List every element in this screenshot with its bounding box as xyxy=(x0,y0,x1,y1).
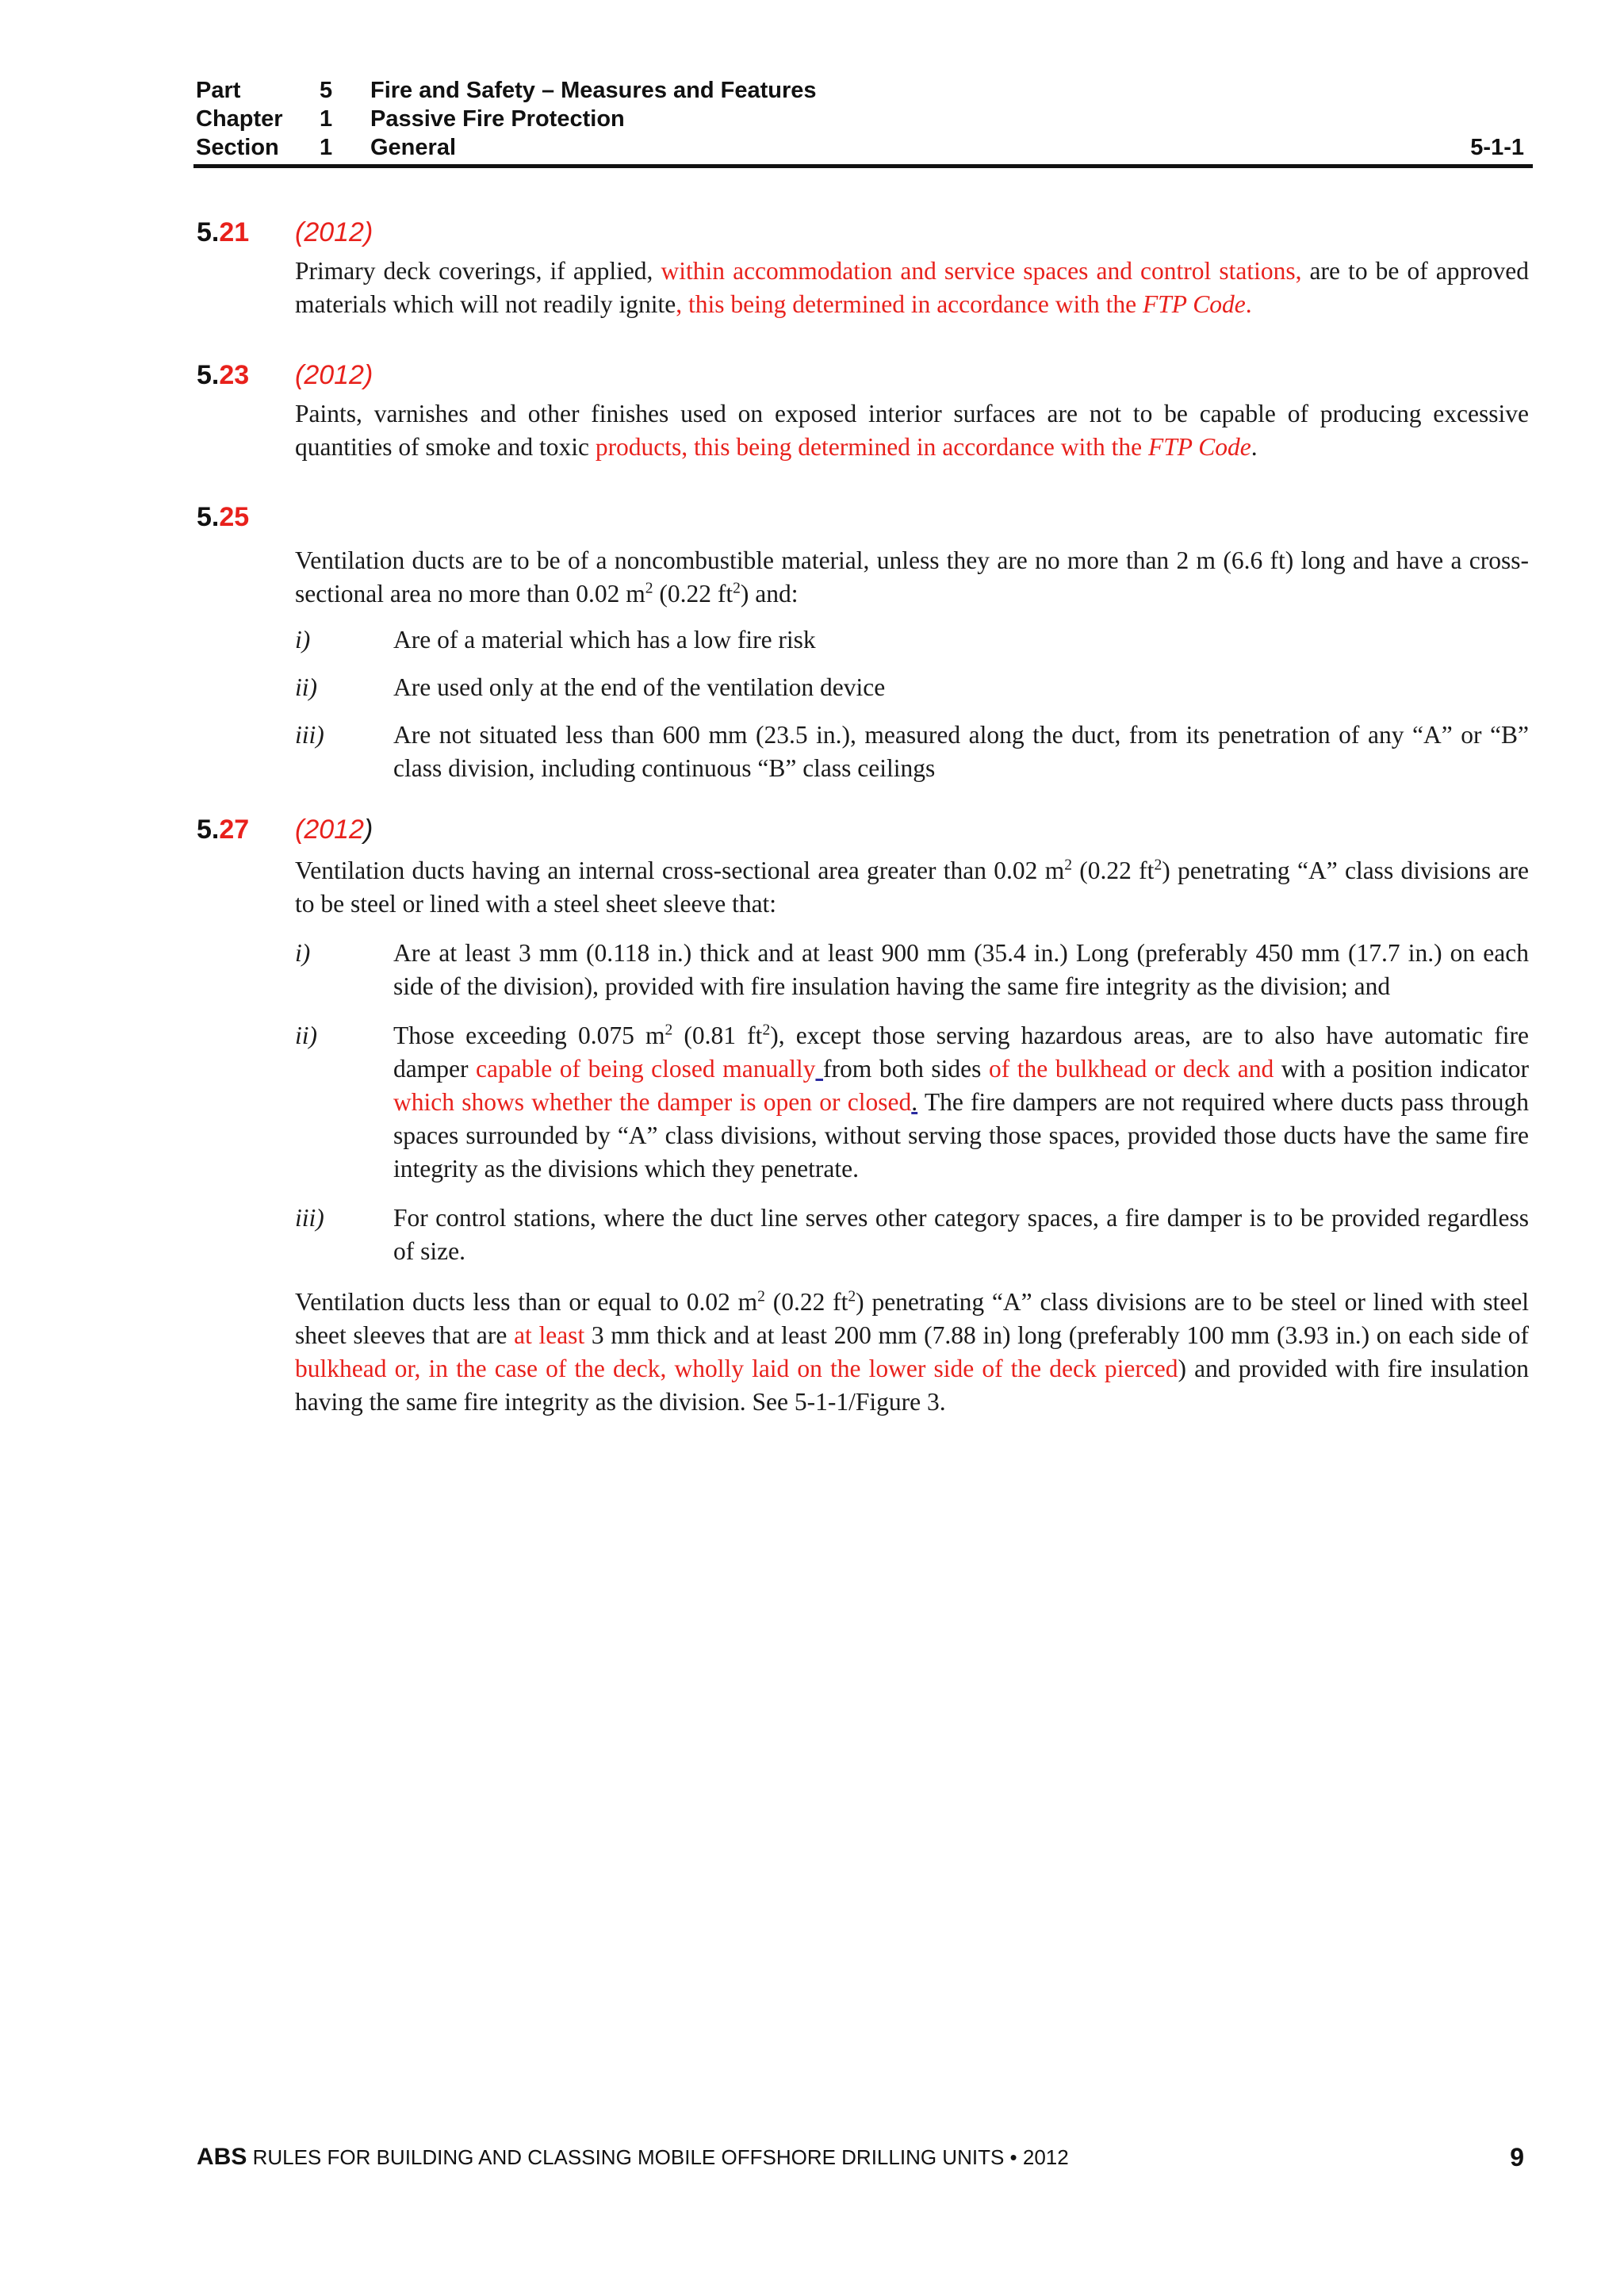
section-heading xyxy=(197,497,1529,537)
header-part-number: 5 xyxy=(320,78,333,103)
header-chapter-number: 1 xyxy=(320,106,333,132)
section-paragraph: Paints, varnishes and other finishes used on exposed interior surfaces are not to be capable of producing excessive quantities of smoke and toxic products, this being determined in accordance with the FTP Code. xyxy=(295,400,1529,461)
header-section-number: 1 xyxy=(320,135,333,160)
list-item-label: i) xyxy=(295,939,311,967)
list-item-text: Are not situated less than 600 mm (23.5 in.), measured along the duct, from its penetration of any “A” or “B” class division, including continuous “B” class ceilings xyxy=(393,721,1529,782)
header-section-row xyxy=(196,133,1532,162)
list-item xyxy=(295,671,1529,704)
running-footer xyxy=(197,2141,1529,2173)
header-part-label: Part xyxy=(196,78,241,103)
list-item-label: iii) xyxy=(295,1204,324,1232)
list-item xyxy=(295,1202,1529,1268)
list-item-label: iii) xyxy=(295,721,324,749)
list-item-text: Are of a material which has a low fire risk xyxy=(393,626,816,654)
closing-paragraph: Ventilation ducts less than or equal to 0.02 $m^2$ (0.22 $ft^2$) penetrating “A” class divisions are to be steel or lined with steel sheet sleeves that are at least 3 mm thick and at least 200 mm (7.88 in) long (preferably 100 mm (3.93 in.) on each side of bulkhead or, in the case of the deck, wholly laid on the lower side of the deck pierced) and provided with fire insulation having the same fire integrity as the division. See 5-1-1/Figure 3. xyxy=(295,1288,1529,1416)
section-heading xyxy=(197,810,1529,849)
header-part-row xyxy=(196,76,1532,105)
header-section-reference: 5-1-1 xyxy=(1470,135,1524,160)
abs-logo-text: ABS xyxy=(197,2144,247,2170)
section-heading xyxy=(197,355,1529,395)
list-item xyxy=(295,937,1529,1003)
list-item xyxy=(295,719,1529,785)
list-item-label: i) xyxy=(295,626,311,654)
list-item-label: ii) xyxy=(295,673,317,701)
header-divider xyxy=(193,164,1533,168)
page-number: 9 xyxy=(1510,2143,1524,2171)
section-5-21 xyxy=(197,213,1529,321)
header-chapter-title: Passive Fire Protection xyxy=(370,106,625,132)
section-paragraph: Ventilation ducts are to be of a noncombustible material, unless they are no more than 2 m (6.6 ft) long and have a cross-sectional area no more than 0.02 $m^2$ (0.22 $ft^2$) and: xyxy=(295,546,1529,608)
header-chapter-row xyxy=(196,105,1532,133)
section-number: 5.27 xyxy=(197,815,250,845)
section-heading xyxy=(197,213,1529,252)
section-5-25 xyxy=(197,497,1529,785)
running-header xyxy=(196,76,1532,162)
list-item xyxy=(295,623,1529,657)
section-5-23 xyxy=(197,355,1529,464)
section-5-27 xyxy=(197,810,1529,1419)
list-item-text: Are at least 3 mm (0.118 in.) thick and at least 900 mm (35.4 in.) Long (preferably 450 mm (17.7 in.) on each side of the division), provided with fire insulation having the same fire integrity as the division; and xyxy=(393,939,1529,1000)
list-item-text: Are used only at the end of the ventilation device xyxy=(393,673,886,701)
section-number: 5.25 xyxy=(197,502,250,532)
list-item-label: ii) xyxy=(295,1022,317,1049)
revision-year: (2012) xyxy=(295,217,373,247)
revision-year: (2012) xyxy=(295,815,373,845)
section-paragraph: Ventilation ducts having an internal cross-sectional area greater than 0.02 $m^2$ (0.22 $ft^2$) penetrating “A” class divisions are to be steel or lined with a steel sheet sleeve that: xyxy=(295,857,1530,918)
header-chapter-label: Chapter xyxy=(196,106,283,132)
footer-year: 2012 xyxy=(1022,2145,1069,2169)
list-item-text: For control stations, where the duct line serves other category spaces, a fire damper is to be provided regardless of size. xyxy=(393,1204,1529,1265)
header-section-label: Section xyxy=(196,135,279,160)
footer-separator: • xyxy=(1004,2145,1023,2169)
section-paragraph: Primary deck coverings, if applied, within accommodation and service spaces and control stations, are to be of approved materials which will not readily ignite, this being determined in accordance with the FTP Code. xyxy=(295,257,1529,318)
revision-year: (2012) xyxy=(295,360,373,390)
header-part-title: Fire and Safety – Measures and Features xyxy=(370,78,817,103)
section-number: 5.23 xyxy=(197,360,250,390)
section-number: 5.21 xyxy=(197,217,250,247)
list-item xyxy=(295,1019,1529,1186)
footer-title: RULES FOR BUILDING AND CLASSING MOBILE OFFSHORE DRILLING UNITS xyxy=(247,2145,1005,2169)
header-section-title: General xyxy=(370,135,456,160)
list-item-text: Those exceeding 0.075 $m^2$ (0.81 $ft^2$), except those serving hazardous areas, are to also have automatic fire damper capable of being closed manually from both sides of the bulkhead or deck and with a position indicator which shows whether the damper is open or closed. The fire dampers are not required where ducts pass through spaces surrounded by “A” class divisions, without serving those spaces, provided those ducts have the same fire integrity as the divisions which they penetrate. xyxy=(393,1022,1529,1182)
